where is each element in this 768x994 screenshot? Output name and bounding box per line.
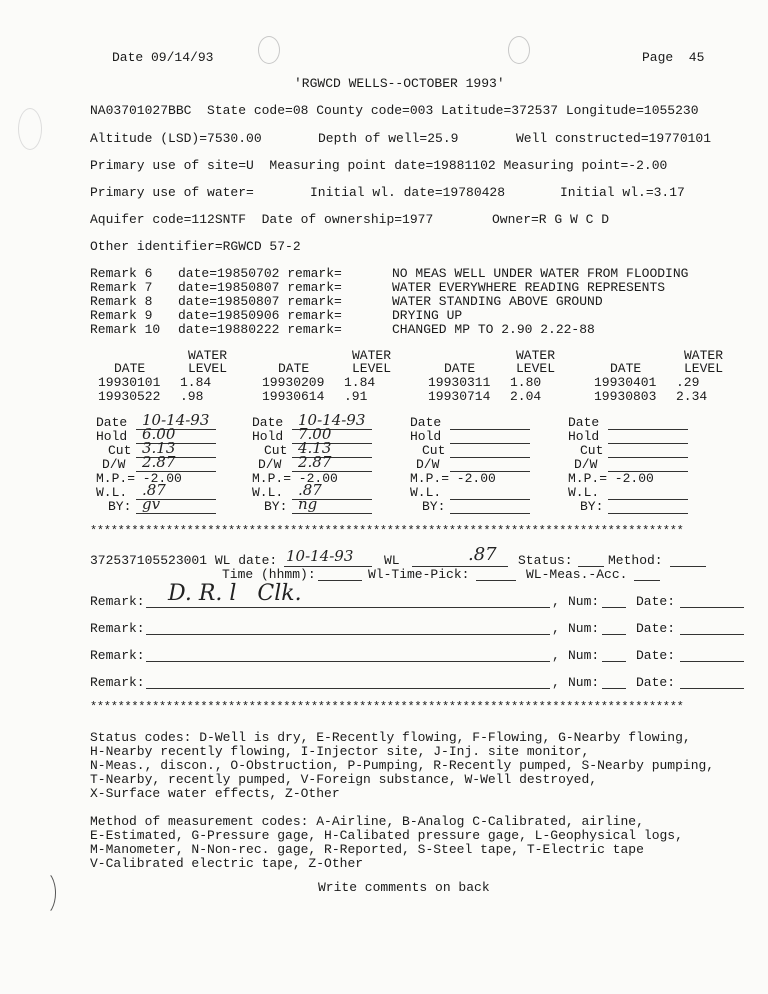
water-level-table <box>0 348 768 408</box>
num-label: Num: <box>568 648 600 663</box>
remark-comma: , <box>552 648 560 663</box>
initial-wl: Initial wl.=3.17 <box>560 185 685 200</box>
num-line[interactable] <box>602 607 626 608</box>
field-label-dw: D/W <box>416 457 440 472</box>
date-label: Date: <box>636 621 676 636</box>
remark-text: WATER STANDING ABOVE GROUND <box>392 294 603 309</box>
level-date: 19930209 <box>262 375 325 390</box>
remark-row <box>90 280 750 294</box>
num-line[interactable] <box>602 661 626 662</box>
remark-handwritten: D. R. l Clk. <box>168 581 302 606</box>
method-codes-line: Method of measurement codes: A-Airline, B-Analog C-Calibrated, airline, <box>90 814 644 829</box>
altitude: Altitude (LSD)=7530.00 <box>90 131 262 146</box>
hdr-date: DATE <box>278 361 310 376</box>
pick-line[interactable] <box>476 580 516 581</box>
hdr-level: LEVEL <box>188 361 228 376</box>
field-label-mp: M.P.= -2.00 <box>252 471 338 486</box>
remark-comma: , <box>552 621 560 636</box>
status-label: Status: <box>518 553 573 568</box>
hdr-date: DATE <box>444 361 476 376</box>
remark-text: CHANGED MP TO 2.90 2.22-88 <box>392 322 595 337</box>
field-line-hold[interactable] <box>450 443 530 444</box>
time-label: Time (hhmm): <box>222 567 316 582</box>
field-label-wl: W.L. <box>410 485 442 500</box>
level-value: 1.80 <box>510 375 542 390</box>
field-line-by[interactable] <box>608 513 688 514</box>
punch-hole-right <box>508 36 530 64</box>
field-label-mp: M.P.= -2.00 <box>410 471 496 486</box>
method-codes-line: E-Estimated, G-Pressure gage, H-Calibated pressure gage, L-Geophysical logs, <box>90 828 683 843</box>
level-value: 2.04 <box>510 389 542 404</box>
num-line[interactable] <box>602 634 626 635</box>
field-label-dw: D/W <box>258 457 282 472</box>
print-date: Date 09/14/93 <box>112 50 214 65</box>
num-label: Num: <box>568 594 600 609</box>
date-line[interactable] <box>680 634 744 635</box>
footer-note: Write comments on back <box>318 880 490 895</box>
level-date: 19930101 <box>98 375 161 390</box>
method-label: Method: <box>608 553 663 568</box>
aquifer-code: Aquifer code=112SNTF Date of ownership=1977 <box>90 212 434 227</box>
remark-entry-label: Remark: <box>90 648 145 663</box>
acc-label: WL-Meas.-Acc. <box>526 567 628 582</box>
site-line-3: Primary use of site=U Measuring point date=19881102 Measuring point=-2.00 <box>90 158 668 173</box>
field-label-cut: Cut <box>580 443 604 458</box>
status-codes-line: Status codes: D-Well is dry, E-Recently flowing, F-Flowing, G-Nearby flowing, <box>90 730 691 745</box>
status-codes-line: X-Surface water effects, Z-Other <box>90 786 340 801</box>
field-handwritten-wl: .87 <box>298 481 322 499</box>
date-label: Date: <box>636 594 676 609</box>
field-line-by[interactable] <box>136 513 216 514</box>
separator-stars: ************************************************************************************** <box>90 700 684 714</box>
remark-entry-line[interactable] <box>146 634 550 635</box>
depth-of-well: Depth of well=25.9 <box>318 131 459 146</box>
level-value: 2.34 <box>676 389 708 404</box>
field-handwritten-by: gv <box>142 495 161 513</box>
remark-date: date=19850906 remark= <box>178 308 342 323</box>
field-line-wl[interactable] <box>450 499 530 500</box>
remark-label: Remark 7 <box>90 280 153 295</box>
field-label-dw: D/W <box>574 457 598 472</box>
remark-text: NO MEAS WELL UNDER WATER FROM FLOODING <box>392 266 689 281</box>
field-label-hold: Hold <box>96 429 128 444</box>
field-label-wl: W.L. <box>568 485 600 500</box>
remark-comma: , <box>552 594 560 609</box>
remark-label: Remark 6 <box>90 266 153 281</box>
site-id-wl-date: 372537105523001 WL date: <box>90 553 278 568</box>
site-line-1: NA03701027BBC State code=08 County code=003 Latitude=372537 Longitude=1055230 <box>90 103 699 118</box>
field-label-cut: Cut <box>422 443 446 458</box>
field-line-date[interactable] <box>608 429 688 430</box>
field-line-by[interactable] <box>450 513 530 514</box>
status-codes-line: N-Meas., discon., O-Obstruction, P-Pumping, R-Recently pumped, S-Nearby pumping, <box>90 758 715 773</box>
wl-date-handwritten: 10-14-93 <box>286 547 354 565</box>
field-label-cut: Cut <box>108 443 132 458</box>
field-handwritten-date: 10-14-93 <box>142 411 210 429</box>
remark-entry-label: Remark: <box>90 594 145 609</box>
field-handwritten-wl: .87 <box>142 481 166 499</box>
hdr-date: DATE <box>610 361 642 376</box>
hdr-water: WATER <box>188 348 228 363</box>
num-line[interactable] <box>602 688 626 689</box>
field-label-by: BY: <box>422 499 446 514</box>
field-line-cut[interactable] <box>608 457 688 458</box>
method-codes-line: V-Calibrated electric tape, Z-Other <box>90 856 364 871</box>
field-label-by: BY: <box>108 499 132 514</box>
level-date: 19930714 <box>428 389 491 404</box>
binder-mark-bottom <box>30 870 56 916</box>
field-label-date: Date <box>252 415 284 430</box>
date-label: Date: <box>636 675 676 690</box>
level-date: 19930311 <box>428 375 491 390</box>
status-codes-line: T-Nearby, recently pumped, V-Foreign substance, W-Well destroyed, <box>90 772 598 787</box>
hdr-level: LEVEL <box>516 361 556 376</box>
remark-entry-label: Remark: <box>90 621 145 636</box>
date-label: Date: <box>636 648 676 663</box>
field-line-cut[interactable] <box>450 457 530 458</box>
level-date: 19930803 <box>594 389 657 404</box>
acc-line[interactable] <box>634 580 660 581</box>
remark-entry-label: Remark: <box>90 675 145 690</box>
field-line-date[interactable] <box>450 429 530 430</box>
time-line[interactable] <box>318 580 362 581</box>
num-label: Num: <box>568 621 600 636</box>
field-label-date: Date <box>568 415 600 430</box>
field-line-wl[interactable] <box>608 499 688 500</box>
pick-label: Wl-Time-Pick: <box>368 567 470 582</box>
remark-row <box>90 308 750 322</box>
field-line-hold[interactable] <box>608 443 688 444</box>
date-line[interactable] <box>680 607 744 608</box>
remark-date: date=19880222 remark= <box>178 322 342 337</box>
remark-date: date=19850807 remark= <box>178 294 342 309</box>
field-label-date: Date <box>410 415 442 430</box>
field-handwritten-date: 10-14-93 <box>298 411 366 429</box>
field-label-mp: M.P.= -2.00 <box>96 471 182 486</box>
level-date: 19930401 <box>594 375 657 390</box>
hdr-level: LEVEL <box>684 361 724 376</box>
field-label-by: BY: <box>264 499 288 514</box>
remark-label: Remark 9 <box>90 308 153 323</box>
remark-label: Remark 10 <box>90 322 161 337</box>
hdr-water: WATER <box>352 348 392 363</box>
remarks-list <box>90 266 750 336</box>
remark-date: date=19850807 remark= <box>178 280 342 295</box>
field-label-cut: Cut <box>264 443 288 458</box>
remark-text: WATER EVERYWHERE READING REPRESENTS <box>392 280 666 295</box>
hdr-level: LEVEL <box>352 361 392 376</box>
level-value: .98 <box>180 389 204 404</box>
hdr-water: WATER <box>684 348 724 363</box>
remark-row <box>90 294 750 308</box>
date-line[interactable] <box>680 688 744 689</box>
remark-date: date=19850702 remark= <box>178 266 342 281</box>
field-label-mp: M.P.= -2.00 <box>568 471 654 486</box>
binder-mark-top <box>18 108 42 150</box>
field-handwritten-hold: 7.00 <box>298 425 332 443</box>
field-handwritten-dw: 2.87 <box>298 453 332 471</box>
field-label-by: BY: <box>580 499 604 514</box>
remark-entry-line[interactable] <box>146 688 550 689</box>
level-value: .29 <box>676 375 700 390</box>
field-label-hold: Hold <box>410 429 442 444</box>
field-handwritten-hold: 6.00 <box>142 425 176 443</box>
field-label-date: Date <box>96 415 128 430</box>
level-date: 19930522 <box>98 389 161 404</box>
level-value: .91 <box>344 389 368 404</box>
hdr-water: WATER <box>516 348 556 363</box>
date-line[interactable] <box>680 661 744 662</box>
method-codes-line: M-Manometer, N-Non-rec. gage, R-Reported, S-Steel tape, T-Electric tape <box>90 842 644 857</box>
field-handwritten-dw: 2.87 <box>142 453 176 471</box>
field-line-by[interactable] <box>292 513 372 514</box>
num-label: Num: <box>568 675 600 690</box>
remark-entry-line[interactable] <box>146 661 550 662</box>
remark-row <box>90 266 750 280</box>
field-label-hold: Hold <box>568 429 600 444</box>
remark-row <box>90 322 750 336</box>
field-handwritten-by: ng <box>298 495 318 513</box>
field-label-wl: W.L. <box>252 485 284 500</box>
remark-entry-line[interactable] <box>146 607 550 608</box>
remark-comma: , <box>552 675 560 690</box>
other-identifier: Other identifier=RGWCD 57-2 <box>90 239 301 254</box>
level-value: 1.84 <box>344 375 376 390</box>
wl-label: WL <box>384 553 400 568</box>
hdr-date: DATE <box>114 361 146 376</box>
status-codes-line: H-Nearby recently flowing, I-Injector site, J-Inj. site monitor, <box>90 744 590 759</box>
owner: Owner=R G W C D <box>492 212 610 227</box>
separator-stars: ************************************************************************************** <box>90 524 684 538</box>
wl-value-handwritten: .87 <box>468 544 497 565</box>
field-handwritten-cut: 4.13 <box>298 439 332 457</box>
remark-text: DRYING UP <box>392 308 463 323</box>
field-handwritten-cut: 3.13 <box>142 439 176 457</box>
remark-label: Remark 8 <box>90 294 153 309</box>
well-constructed: Well constructed=19770101 <box>516 131 712 146</box>
field-label-wl: W.L. <box>96 485 128 500</box>
level-value: 1.84 <box>180 375 212 390</box>
report-title: 'RGWCD WELLS--OCTOBER 1993' <box>294 76 505 91</box>
primary-use-water: Primary use of water= <box>90 185 254 200</box>
field-label-dw: D/W <box>102 457 126 472</box>
initial-wl-date: Initial wl. date=19780428 <box>310 185 506 200</box>
punch-hole-left <box>258 36 280 64</box>
level-date: 19930614 <box>262 389 325 404</box>
field-label-hold: Hold <box>252 429 284 444</box>
page-number: Page 45 <box>642 50 705 65</box>
method-line[interactable] <box>670 566 706 567</box>
